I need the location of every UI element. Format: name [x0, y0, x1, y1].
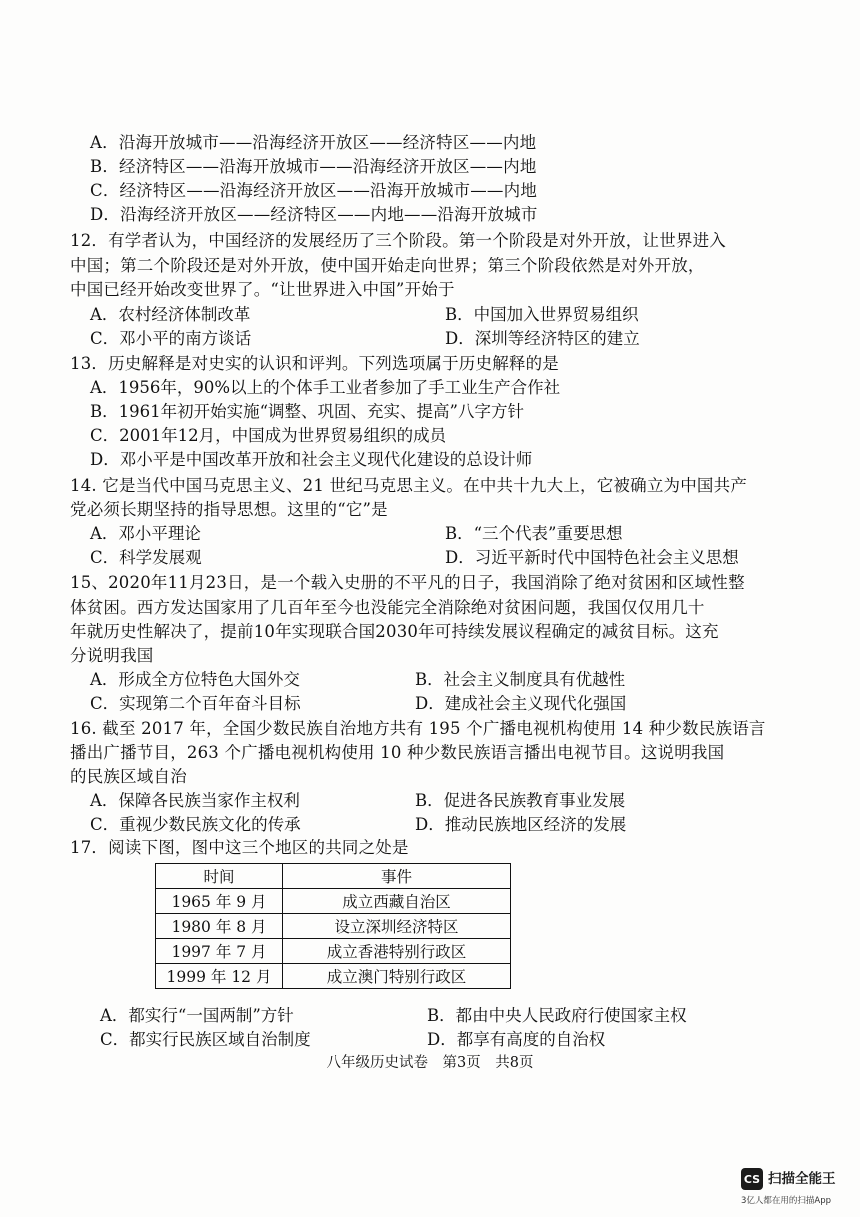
- q15-option-b: B．社会主义制度具有优越性: [415, 670, 626, 689]
- events-table: [155, 863, 511, 989]
- q16-option-b: B．促进各民族教育事业发展: [415, 791, 626, 810]
- q15-stem-line: 体贫困。西方发达国家用了几百年至今也没能完全消除绝对贫困问题，我国仅仅用几十: [70, 598, 705, 617]
- q14-option-c: C．科学发展观: [90, 548, 202, 567]
- q12-stem-line: 中国；第二个阶段还是对外开放，使中国开始走向世界；第三个阶段依然是对外开放，: [70, 256, 705, 275]
- q16-stem-line: 的民族区域自治: [70, 767, 187, 786]
- table-row: [156, 964, 511, 989]
- scanner-logo-icon: CS: [741, 1168, 763, 1190]
- table-cell-event: 设立深圳经济特区: [283, 914, 511, 939]
- q11-option-a: A．沿海开放城市——沿海经济开放区——经济特区——内地: [90, 133, 537, 152]
- q12-option-c: C．邓小平的南方谈话: [90, 329, 252, 348]
- q16-option-c: C．重视少数民族文化的传承: [90, 815, 301, 834]
- table-cell-time: 1999 年 12 月: [156, 964, 283, 989]
- q17-stem-line: 17．阅读下图，图中这三个地区的共同之处是: [70, 838, 409, 857]
- table-cell-event: 成立澳门特别行政区: [283, 964, 511, 989]
- q12-stem-line: 中国已经开始改变世界了。“让世界进入中国”开始于: [70, 280, 455, 299]
- q15-stem-line: 分说明我国: [70, 646, 154, 665]
- q13-option-a: A．1956年，90%以上的个体手工业者参加了手工业生产合作社: [90, 378, 561, 397]
- table-cell-time: 1965 年 9 月: [156, 889, 283, 914]
- q17-option-a: A．都实行“一国两制”方针: [100, 1006, 294, 1025]
- table-cell-event: 成立香港特别行政区: [283, 939, 511, 964]
- q12-stem-line: 12．有学者认为，中国经济的发展经历了三个阶段。第一个阶段是对外开放，让世界进入: [70, 231, 726, 250]
- q15-option-c: C．实现第二个百年奋斗目标: [90, 694, 301, 713]
- q12-option-b: B．中国加入世界贸易组织: [445, 305, 639, 324]
- q13-option-b: B．1961年初开始实施“调整、巩固、充实、提高”八字方针: [90, 402, 524, 421]
- q17-option-d: D．都享有高度的自治权: [427, 1030, 606, 1049]
- q14-option-a: A．邓小平理论: [90, 524, 201, 543]
- table-cell-time: 1980 年 8 月: [156, 914, 283, 939]
- table-row: [156, 939, 511, 964]
- q13-option-d: D．邓小平是中国改革开放和社会主义现代化建设的总设计师: [90, 450, 533, 469]
- table-cell-event: 成立西藏自治区: [283, 889, 511, 914]
- scanner-brand-name: 扫描全能王: [768, 1171, 836, 1187]
- page-footer: 八年级历史试卷 第3页 共8页: [326, 1055, 534, 1071]
- q14-option-d: D．习近平新时代中国特色社会主义思想: [445, 548, 739, 567]
- q16-option-d: D．推动民族地区经济的发展: [415, 815, 627, 834]
- q16-stem-line: 16. 截至 2017 年，全国少数民族自治地方共有 195 个广播电视机构使用 14 种少数民族语言: [70, 719, 766, 738]
- q11-option-d: D．沿海经济开放区——经济特区——内地——沿海开放城市: [90, 205, 538, 224]
- table-cell-time: 1997 年 7 月: [156, 939, 283, 964]
- q14-stem-line: 党必须长期坚持的指导思想。这里的“它”是: [70, 500, 388, 519]
- q13-stem-line: 13．历史解释是对史实的认识和评判。下列选项属于历史解释的是: [70, 354, 559, 373]
- table-header-time: 时间: [156, 864, 283, 889]
- q14-stem-line: 14. 它是当代中国马克思主义、21 世纪马克思主义。在中共十九大上，它被确立为中国共产: [70, 476, 748, 495]
- q16-option-a: A．保障各民族当家作主权利: [90, 791, 300, 810]
- q12-option-a: A．农村经济体制改革: [90, 305, 251, 324]
- table-row: [156, 889, 511, 914]
- q17-option-b: B．都由中央人民政府行使国家主权: [427, 1006, 687, 1025]
- q12-option-d: D．深圳等经济特区的建立: [445, 329, 640, 348]
- q11-option-b: B．经济特区——沿海开放城市——沿海经济开放区——内地: [90, 157, 537, 176]
- q14-option-b: B．“三个代表”重要思想: [445, 524, 623, 543]
- table-row: [156, 914, 511, 939]
- q11-option-c: C．经济特区——沿海经济开放区——沿海开放城市——内地: [90, 181, 538, 200]
- q15-stem-line: 年就历史性解决了，提前10年实现联合国2030年可持续发展议程确定的减贫目标。这充: [70, 622, 719, 641]
- scanner-tagline: 3亿人都在用的扫描App: [741, 1196, 832, 1206]
- q17-option-c: C．都实行民族区域自治制度: [100, 1030, 311, 1049]
- q15-stem-line: 15、2020年11月23日，是一个载入史册的不平凡的日子，我国消除了绝对贫困和区域性整: [70, 573, 745, 592]
- table-header-event: 事件: [283, 864, 511, 889]
- q15-option-d: D．建成社会主义现代化强国: [415, 694, 627, 713]
- q16-stem-line: 播出广播节目，263 个广播电视机构使用 10 种少数民族语言播出电视节目。这说明我国: [70, 743, 725, 762]
- q15-option-a: A．形成全方位特色大国外交: [90, 670, 300, 689]
- table-header-row: [156, 864, 511, 889]
- q13-option-c: C．2001年12月，中国成为世界贸易组织的成员: [90, 426, 447, 445]
